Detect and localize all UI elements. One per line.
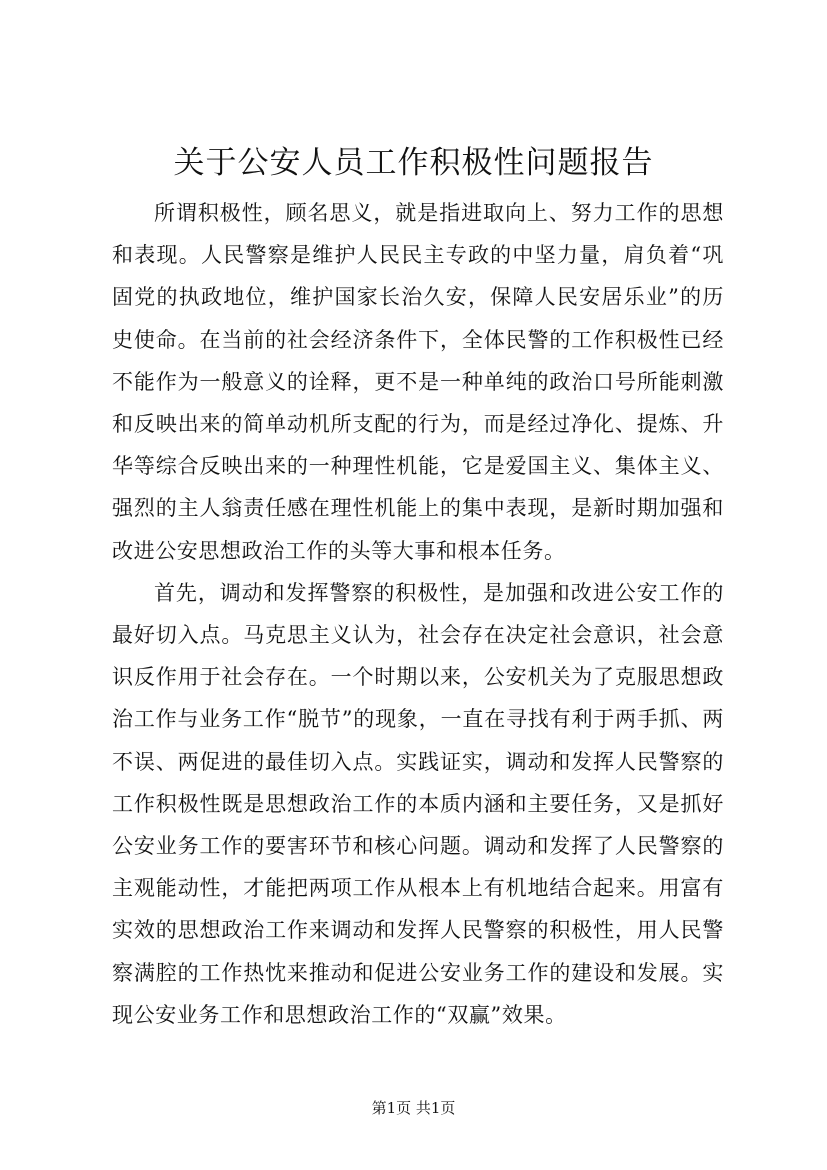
paragraph-2: 首先，调动和发挥警察的积极性，是加强和改进公安工作的最好切入点。马克思主义认为，社会存在决定社会意识，社会意识反作用于社会存在。一个时期以来，公安机关为了克服思想政治工作与业务工作“脱节”的现象，一直在寻找有利于两手抓、两不误、两促进的最佳切入点。实践证实，调动和发挥人民警察的工作积极性既是思想政治工作的本质内涵和主要任务，又是抓好公安业务工作的要害环节和核心问题。调动和发挥了人民警察的主观能动性，才能把两项工作从根本上有机地结合起来。用富有实效的思想政治工作来调动和发挥人民警察的积极性，用人民警察满腔的工作热忱来推动和促进公安业务工作的建设和发展。实现公安业务工作和思想政治工作的“双赢”效果。 bbox=[112, 580, 724, 1027]
paragraph-1: 所谓积极性，顾名思义，就是指进取向上、努力工作的思想和表现。人民警察是维护人民民主专政的中坚力量，肩负着“巩固党的执政地位，维护国家长治久安，保障人民安居乐业”的历史使命。在当前的社会经济条件下，全体民警的工作积极性已经不能作为一般意义的诠释，更不是一种单纯的政治口号所能刺激和反映出来的简单动机所支配的行为，而是经过净化、提炼、升华等综合反映出来的一种理性机能，它是爱国主义、集体主义、强烈的主人翁责任感在理性机能上的集中表现，是新时期加强和改进公安思想政治工作的头等大事和根本任务。 bbox=[112, 201, 724, 563]
page-footer: 第1页 共1页 bbox=[371, 1099, 456, 1117]
document-body bbox=[112, 192, 724, 1036]
document-title: 关于公安人员工作积极性问题报告 bbox=[173, 145, 654, 181]
